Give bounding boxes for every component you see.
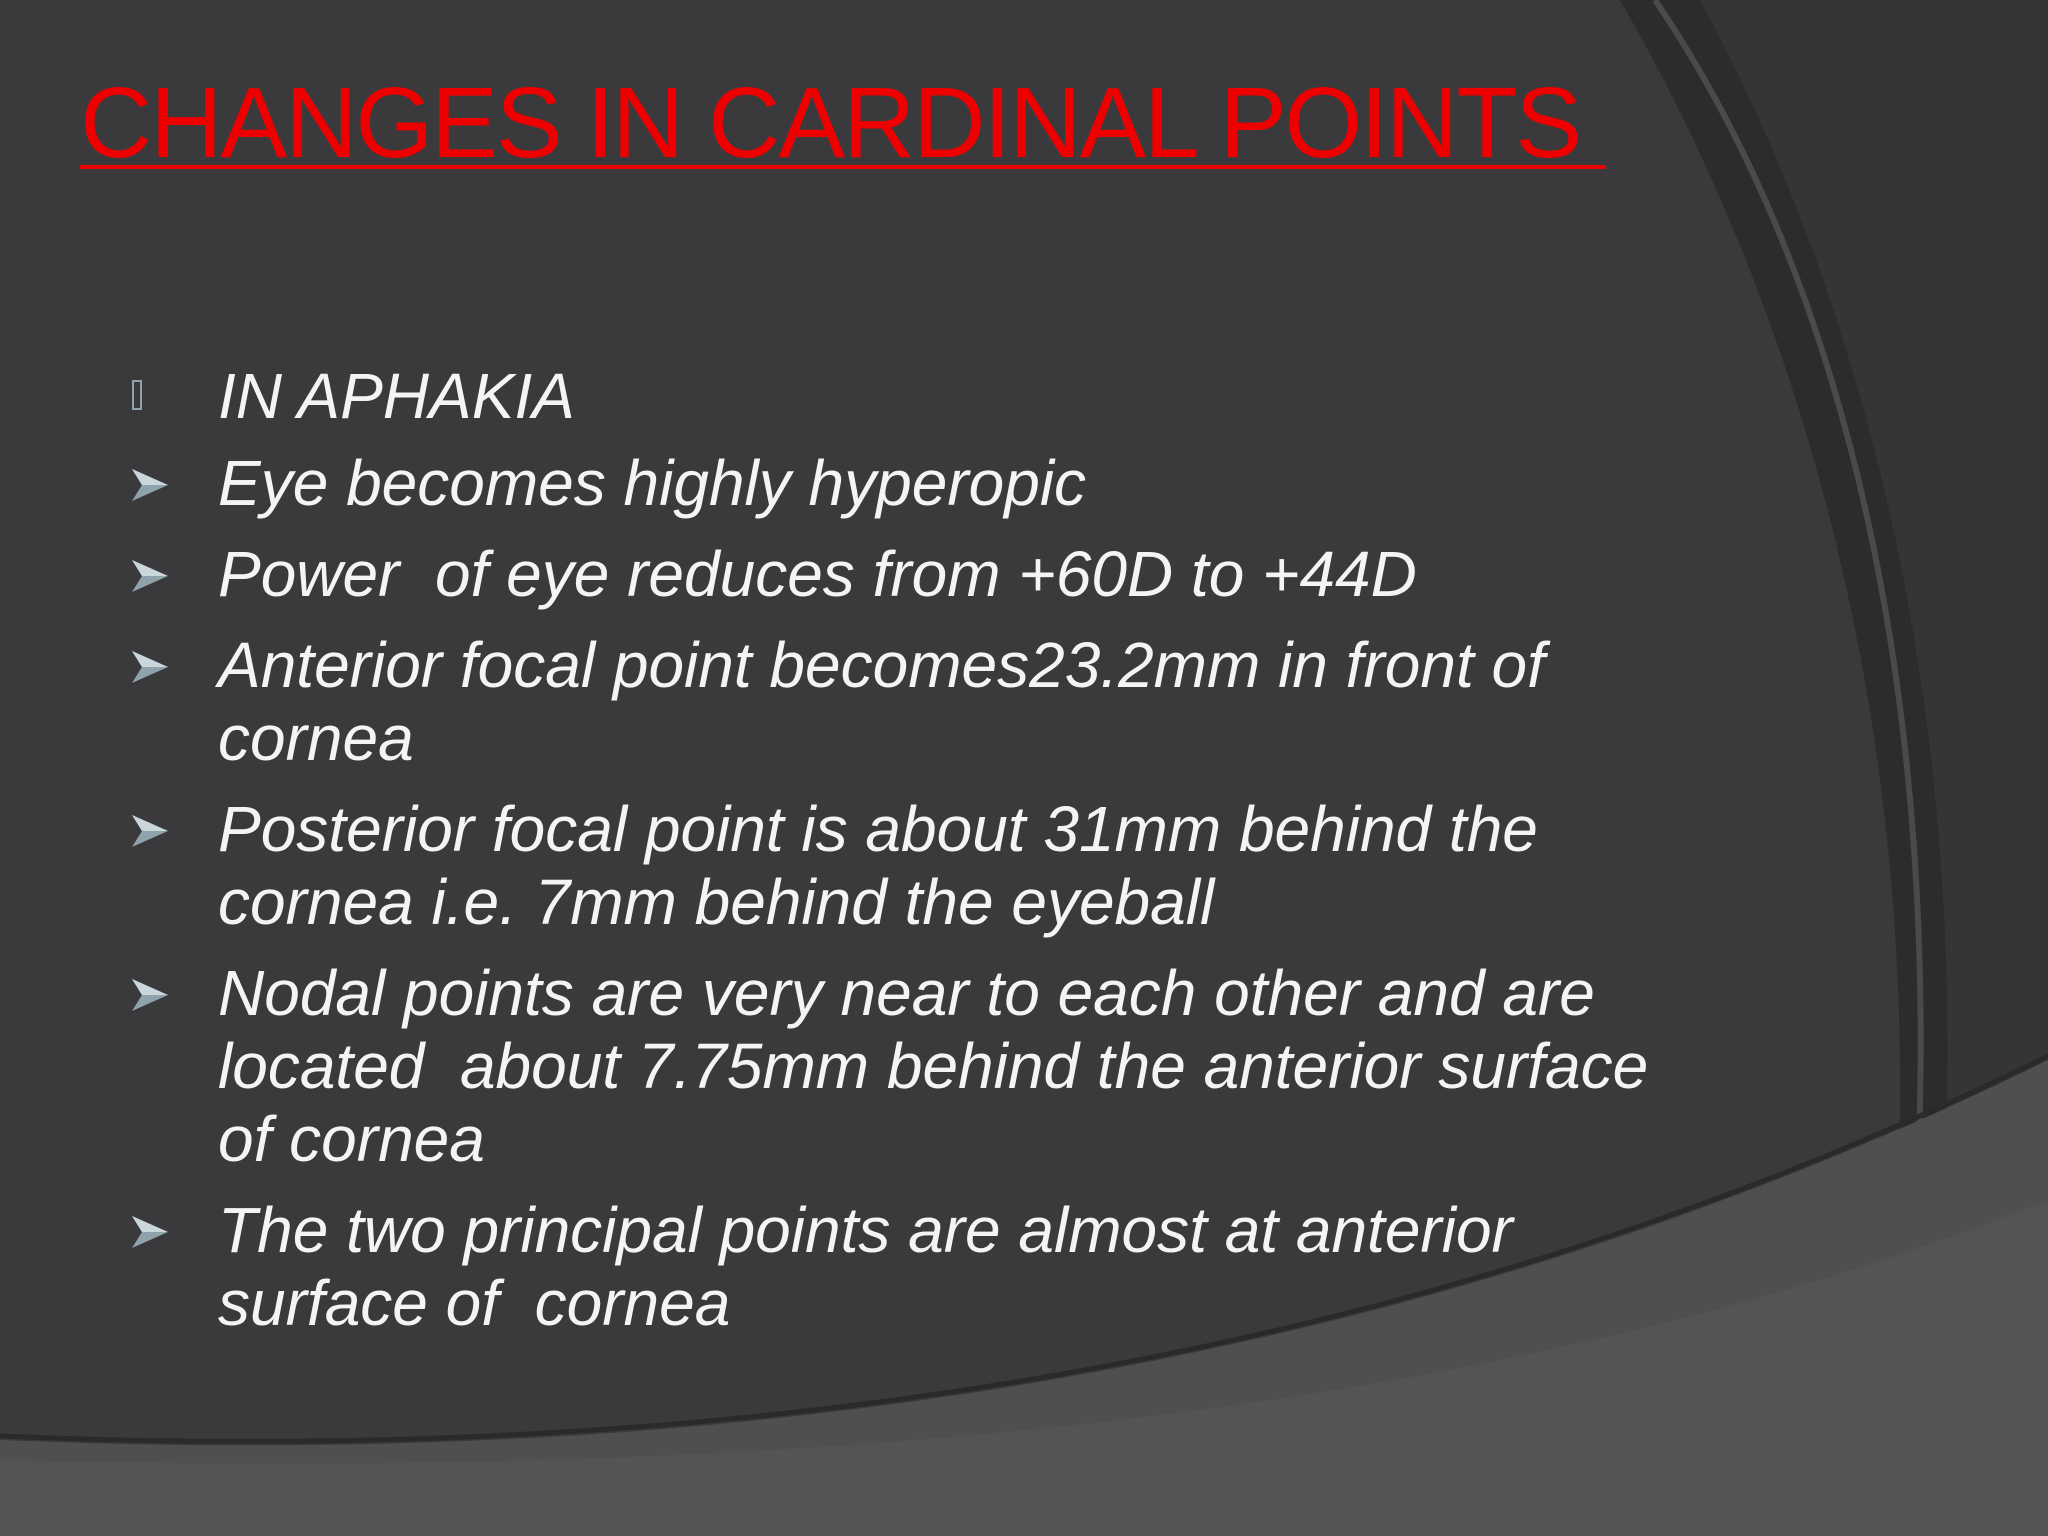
bullet-text: The two principal points are almost at anterior surface of cornea [218,1194,1513,1339]
arrow-bullet-icon [130,813,170,849]
arrow-bullet-icon [130,977,170,1013]
bullet-text: Power of eye reduces from +60D to +44D [218,538,1417,610]
list-item [130,629,1770,775]
list-item [130,360,1770,433]
list-item [130,793,1770,939]
arrow-bullet-icon [130,649,170,685]
list-item [130,447,1770,520]
arrow-bullet-icon [130,467,170,503]
list-item [130,538,1770,611]
bullet-list [130,360,1770,1358]
bullet-text: Posterior focal point is about 31mm behind the cornea i.e. 7mm behind the eyeball [218,793,1538,938]
box-bullet-icon [132,380,142,410]
bullet-text: Eye becomes highly hyperopic [218,447,1087,519]
list-item [130,1194,1770,1340]
bullet-text: Anterior focal point becomes23.2mm in front of cornea [218,629,1545,774]
list-item [130,957,1770,1176]
bullet-text: Nodal points are very near to each other and are located about 7.75mm behind the anterior surface of cornea [218,957,1649,1175]
bullet-text: IN APHAKIA [218,360,575,432]
arrow-bullet-icon [130,558,170,594]
arrow-bullet-icon [130,1214,170,1250]
slide-title: CHANGES IN CARDINAL POINTS [80,67,1606,179]
